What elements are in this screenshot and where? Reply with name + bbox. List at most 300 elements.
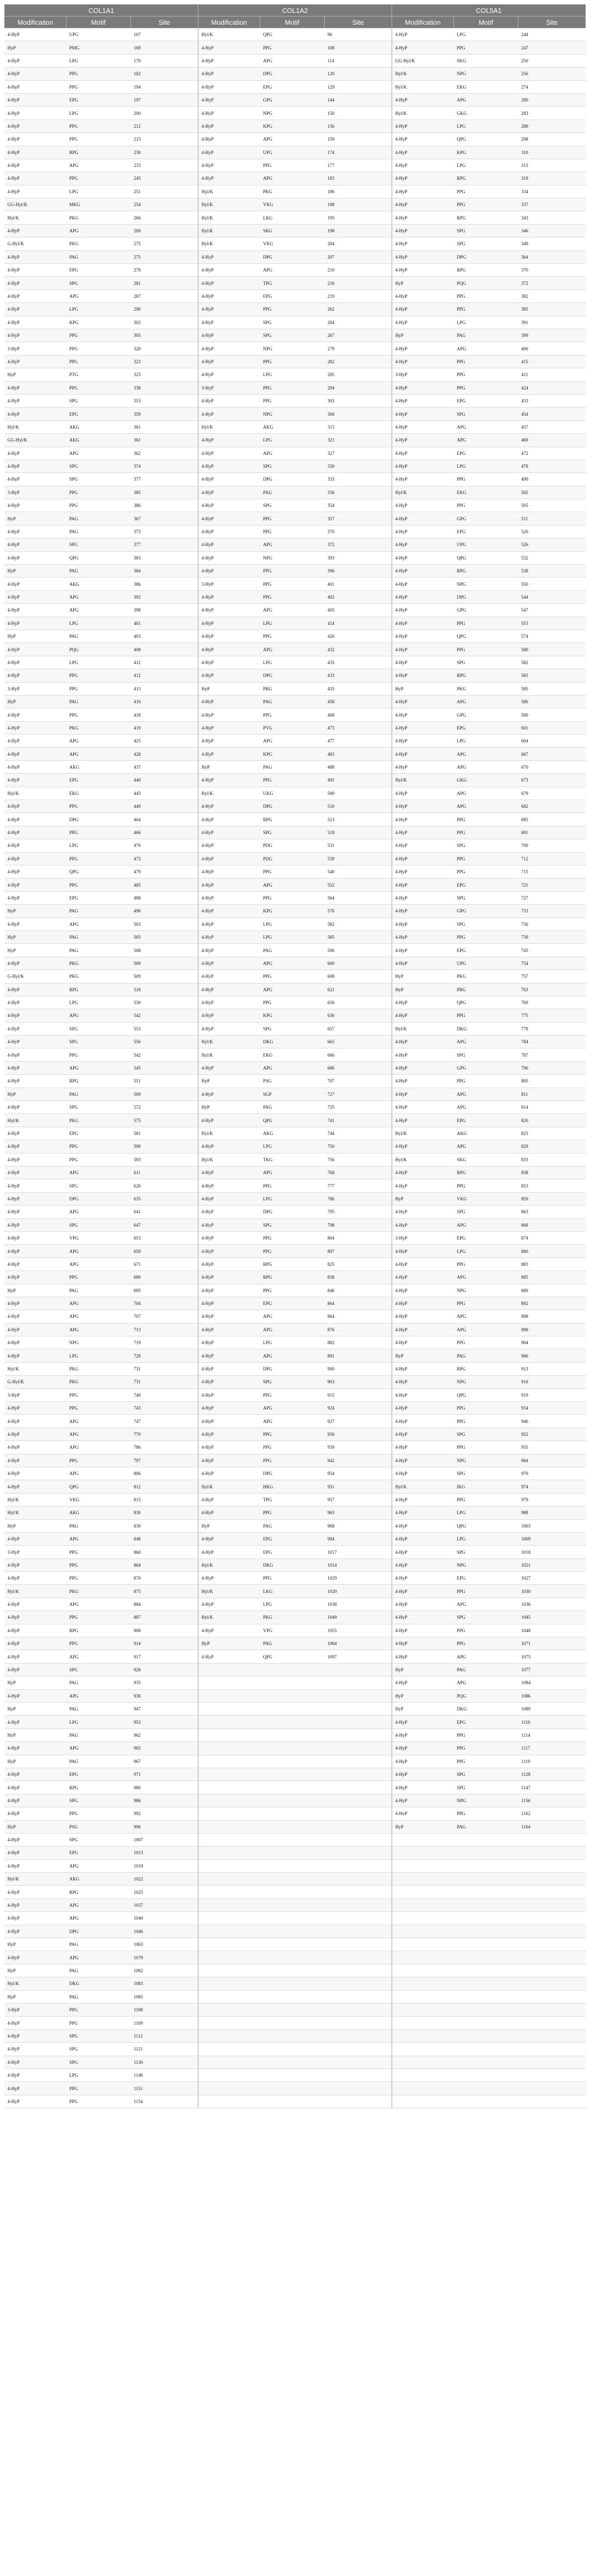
modification-cell: 4-HyP [392, 512, 454, 525]
modification-cell: 4-HyP [198, 342, 260, 355]
modification-cell [392, 1859, 454, 1872]
modification-cell: 4-HyP [5, 408, 66, 420]
table-row [5, 486, 586, 499]
table-row [5, 394, 586, 407]
motif-cell: EPG [66, 408, 131, 420]
site-cell: 1021 [518, 1558, 586, 1571]
motif-cell: PKG [66, 238, 131, 250]
site-cell [518, 1899, 586, 1911]
modification-cell: 4-HyP [5, 1663, 66, 1676]
motif-cell: LPG [66, 996, 131, 1009]
table-row [5, 852, 586, 865]
motif-cell: PPG [66, 381, 131, 394]
site-cell: 926 [131, 1663, 198, 1676]
site-cell: 582 [325, 918, 392, 930]
site-cell: 373 [131, 525, 198, 538]
modification-cell: 4-HyP [392, 551, 454, 564]
site-cell: 552 [325, 878, 392, 891]
modification-cell: 4-HyP [392, 394, 454, 407]
modification-cell: 4-HyP [198, 721, 260, 734]
motif-cell [260, 1990, 325, 2003]
motif-cell: PAG [66, 1755, 131, 1768]
modification-cell: 4-HyP [198, 918, 260, 930]
site-cell: 763 [518, 983, 586, 996]
site-cell: 682 [518, 800, 586, 813]
site-cell: 502 [518, 486, 586, 499]
modification-cell: 4-HyP [392, 290, 454, 302]
modification-cell: 4-HyP [198, 852, 260, 865]
modification-cell: 4-HyP [198, 1493, 260, 1506]
modification-cell: HyP [392, 1703, 454, 1716]
modification-cell: HyP [5, 1676, 66, 1689]
modification-cell: 4-HyP [198, 1218, 260, 1231]
motif-cell: PPG [66, 878, 131, 891]
modification-cell: 4-HyP [5, 590, 66, 603]
modification-cell: 4-HyP [5, 1624, 66, 1637]
site-cell: 814 [518, 1101, 586, 1114]
modification-cell: G-Hyl/K [5, 238, 66, 250]
site-cell [325, 1755, 392, 1768]
site-cell: 709 [518, 839, 586, 852]
modification-cell: HyP [198, 1101, 260, 1114]
modification-cell: 4-HyP [392, 866, 454, 878]
modification-cell [198, 1755, 260, 1768]
modification-cell: 4-HyP [392, 1611, 454, 1624]
modification-cell: 4-HyP [5, 2016, 66, 2029]
table-row [5, 1925, 586, 1938]
table-row [5, 1376, 586, 1388]
site-cell: 952 [518, 1428, 586, 1440]
modification-cell: 4-HyP [392, 198, 454, 211]
modification-cell [198, 1676, 260, 1689]
motif-cell: APG [66, 224, 131, 237]
site-cell: 868 [518, 1218, 586, 1231]
site-cell: 1110 [518, 1716, 586, 1728]
motif-cell: PPG [260, 525, 325, 538]
site-cell: 401 [325, 578, 392, 590]
modification-cell: 4-HyP [198, 1336, 260, 1349]
modification-cell: 4-HyP [5, 1206, 66, 1218]
modification-cell: 4-HyP [198, 146, 260, 159]
motif-cell: PPG [260, 1454, 325, 1467]
motif-cell [454, 1912, 518, 1925]
table-row [5, 512, 586, 525]
motif-cell: PPG [260, 891, 325, 904]
site-cell: 967 [131, 1755, 198, 1768]
site-cell: 955 [518, 1441, 586, 1454]
modification-cell: Hyl/K [198, 787, 260, 800]
motif-cell: PAG [66, 1703, 131, 1716]
motif-cell [260, 1689, 325, 1702]
table-row [5, 2043, 586, 2056]
motif-cell: SPG [66, 394, 131, 407]
modification-cell: 4-HyP [392, 1558, 454, 1571]
modification-cell [198, 1794, 260, 1807]
modification-cell: 4-HyP [392, 1336, 454, 1349]
motif-cell: LKG [260, 211, 325, 224]
table-row [5, 1689, 586, 1702]
site-cell: 971 [131, 1768, 198, 1781]
site-cell: 518 [131, 983, 198, 996]
modification-cell: 4-HyP [5, 1951, 66, 1964]
modification-cell: 4-HyP [198, 1532, 260, 1545]
site-cell: 167 [131, 28, 198, 41]
motif-cell: PPG [66, 1140, 131, 1153]
motif-cell: PAG [260, 760, 325, 773]
site-cell: 806 [131, 1467, 198, 1480]
motif-cell: PMG [66, 41, 131, 54]
modification-cell: 3-HyP [5, 486, 66, 499]
motif-cell [260, 1716, 325, 1728]
site-cell: 786 [325, 1192, 392, 1205]
site-cell: 754 [518, 957, 586, 970]
site-cell [325, 1768, 392, 1781]
motif-cell: LPG [454, 120, 518, 132]
motif-cell: QPG [66, 866, 131, 878]
motif-cell: PPG [454, 381, 518, 394]
modification-cell: 4-HyP [5, 1336, 66, 1349]
table-row [5, 120, 586, 132]
motif-cell: APG [66, 1310, 131, 1323]
modification-cell: 4-HyP [198, 1284, 260, 1297]
table-row [5, 54, 586, 67]
motif-cell: APG [66, 1258, 131, 1270]
motif-cell: NPG [454, 67, 518, 80]
motif-cell: DPG [454, 250, 518, 263]
modification-cell: 4-HyP [392, 695, 454, 708]
site-cell: 590 [131, 1140, 198, 1153]
motif-cell: LPG [66, 54, 131, 67]
table-row [5, 1297, 586, 1310]
site-cell: 715 [518, 866, 586, 878]
modification-cell: 4-HyP [392, 1650, 454, 1663]
modification-cell: 4-HyP [392, 211, 454, 224]
motif-cell: LPG [260, 930, 325, 943]
motif-cell: PPG [454, 473, 518, 486]
site-cell: 412 [131, 669, 198, 682]
site-cell: 553 [518, 617, 586, 630]
motif-cell: PAG [66, 1964, 131, 1977]
motif-cell: PAG [454, 1349, 518, 1362]
site-cell: 934 [518, 1402, 586, 1415]
motif-cell: QPG [454, 1519, 518, 1532]
motif-cell: APG [454, 1088, 518, 1100]
site-cell [325, 1977, 392, 1990]
motif-cell [260, 2029, 325, 2042]
motif-cell: SPG [66, 1663, 131, 1676]
motif-cell: PPG [454, 1258, 518, 1270]
site-cell: 294 [325, 381, 392, 394]
table-row [5, 2016, 586, 2029]
modification-cell: 4-HyP [198, 1114, 260, 1127]
modification-cell: 4-HyP [392, 735, 454, 748]
motif-cell: EPG [66, 1846, 131, 1859]
site-cell: 747 [131, 1415, 198, 1428]
modification-cell: 4-HyP [198, 1061, 260, 1074]
modification-cell: 4-HyP [392, 944, 454, 957]
site-cell: 641 [131, 1206, 198, 1218]
modification-cell: HyP [5, 630, 66, 642]
table-row [5, 590, 586, 603]
site-cell: 216 [325, 277, 392, 290]
motif-cell: APG [66, 1428, 131, 1440]
site-cell: 511 [518, 512, 586, 525]
site-cell: 183 [325, 172, 392, 185]
modification-cell: 4-HyP [392, 1271, 454, 1284]
modification-cell: 4-HyP [198, 473, 260, 486]
site-cell: 883 [518, 1258, 586, 1270]
modification-cell: 4-HyP [5, 1925, 66, 1938]
site-cell: 526 [518, 538, 586, 551]
motif-cell: PPG [66, 708, 131, 721]
site-cell [518, 2043, 586, 2056]
site-cell: 313 [518, 159, 586, 172]
table-row [5, 970, 586, 983]
col-header-motif: Motif [66, 16, 131, 28]
modification-cell: 4-HyP [392, 1114, 454, 1127]
table-row [5, 368, 586, 381]
modification-cell: 4-HyP [5, 329, 66, 342]
site-cell: 1119 [518, 1755, 586, 1768]
motif-cell: PPG [66, 80, 131, 93]
modification-cell [198, 2003, 260, 2016]
table-row [5, 1807, 586, 1820]
site-cell: 679 [518, 787, 586, 800]
motif-cell: PPG [260, 1179, 325, 1192]
site-cell: 477 [325, 735, 392, 748]
table-row [5, 1402, 586, 1415]
motif-cell [260, 1873, 325, 1886]
table-row [5, 1218, 586, 1231]
motif-cell: RPG [454, 565, 518, 578]
motif-cell: PAG [66, 695, 131, 708]
modification-cell: 4-HyP [198, 368, 260, 381]
site-cell: 320 [131, 342, 198, 355]
site-cell: 413 [131, 682, 198, 695]
modification-cell: 4-HyP [392, 617, 454, 630]
motif-cell: PPG [454, 1742, 518, 1755]
table-row [5, 604, 586, 617]
site-cell: 1086 [518, 1689, 586, 1702]
site-cell: 545 [131, 1061, 198, 1074]
site-cell: 1121 [131, 2043, 198, 2056]
modification-cell [198, 1925, 260, 1938]
modification-cell: 4-HyP [5, 1245, 66, 1258]
modification-cell: 4-HyP [392, 1101, 454, 1114]
motif-cell: SPG [454, 891, 518, 904]
modification-cell: 4-HyP [198, 120, 260, 132]
modification-cell: 4-HyP [5, 28, 66, 41]
modification-cell: 4-HyP [5, 499, 66, 512]
motif-cell: APG [66, 1061, 131, 1074]
site-cell: 1071 [518, 1637, 586, 1650]
site-cell: 310 [518, 146, 586, 159]
motif-cell: PPG [66, 1454, 131, 1467]
motif-cell: QPG [454, 133, 518, 146]
modification-cell: 4-HyP [5, 146, 66, 159]
site-cell: 728 [131, 1349, 198, 1362]
table-row [5, 1415, 586, 1428]
modification-cell: 4-HyP [198, 172, 260, 185]
site-cell: 787 [518, 1048, 586, 1061]
modification-cell [392, 1912, 454, 1925]
motif-cell: PPG [454, 185, 518, 198]
motif-cell: KPG [260, 905, 325, 918]
modification-cell: 4-HyP [5, 2029, 66, 2042]
motif-cell: EPG [260, 1532, 325, 1545]
site-cell: 1097 [325, 1650, 392, 1663]
site-cell: 391 [518, 316, 586, 329]
motif-cell: APG [66, 1009, 131, 1022]
motif-cell [260, 2043, 325, 2056]
site-cell: 756 [325, 1153, 392, 1166]
site-cell: 586 [518, 695, 586, 708]
site-cell [518, 2016, 586, 2029]
motif-cell [454, 2069, 518, 2081]
site-cell: 470 [131, 839, 198, 852]
site-cell: 939 [325, 1441, 392, 1454]
site-cell: 653 [131, 1231, 198, 1244]
modification-cell [198, 1742, 260, 1755]
motif-cell: PPG [66, 1153, 131, 1166]
table-row [5, 1454, 586, 1467]
site-cell: 1014 [325, 1558, 392, 1571]
modification-cell: 4-HyP [5, 735, 66, 748]
modification-cell [392, 2082, 454, 2095]
motif-cell: AKG [66, 1506, 131, 1519]
motif-cell: PPG [66, 355, 131, 368]
modification-cell: 4-HyP [198, 695, 260, 708]
modification-cell: 4-HyP [392, 1742, 454, 1755]
motif-cell: AKG [66, 420, 131, 433]
motif-cell: APG [454, 1101, 518, 1114]
site-cell: 585 [518, 682, 586, 695]
site-cell: 596 [325, 944, 392, 957]
table-row [5, 1258, 586, 1270]
site-cell: 120 [325, 67, 392, 80]
table-row [5, 238, 586, 250]
site-cell: 795 [325, 1206, 392, 1218]
motif-cell: PPG [454, 1009, 518, 1022]
modification-cell [392, 1938, 454, 1951]
table-row [5, 1938, 586, 1951]
motif-cell: NPG [260, 342, 325, 355]
motif-cell: PPG [66, 1388, 131, 1401]
col-header-modification: Modification [392, 16, 454, 28]
motif-cell: UKG [260, 787, 325, 800]
motif-cell: LPG [66, 839, 131, 852]
site-cell: 620 [131, 1179, 198, 1192]
table-row [5, 1009, 586, 1022]
site-cell: 915 [325, 1388, 392, 1401]
ptm-table-container [4, 4, 586, 2108]
motif-cell: TPG [260, 277, 325, 290]
modification-cell: 4-HyP [198, 107, 260, 120]
modification-cell: 4-HyP [392, 133, 454, 146]
site-cell: 887 [131, 1611, 198, 1624]
site-cell: 426 [325, 630, 392, 642]
site-cell: 264 [325, 316, 392, 329]
site-cell: 251 [131, 185, 198, 198]
motif-cell: QPG [66, 1480, 131, 1493]
modification-cell [198, 1781, 260, 1794]
motif-cell: PQG [454, 1689, 518, 1702]
site-cell: 657 [325, 1022, 392, 1035]
modification-cell: 4-HyP [198, 813, 260, 826]
table-row [5, 1624, 586, 1637]
group-header-col1a1: COL1A1 [5, 5, 198, 16]
modification-cell [392, 2003, 454, 2016]
motif-cell: IKG [454, 1480, 518, 1493]
site-cell: 797 [131, 1454, 198, 1467]
modification-cell: 4-HyP [198, 1009, 260, 1022]
modification-cell: Hyl/K [198, 238, 260, 250]
motif-cell: PPG [260, 303, 325, 316]
motif-cell: SPG [66, 1101, 131, 1114]
motif-cell: PPG [66, 2082, 131, 2095]
motif-cell: PPG [454, 1493, 518, 1506]
motif-cell: DPG [260, 473, 325, 486]
motif-cell: APG [454, 748, 518, 760]
motif-cell: AKG [260, 420, 325, 433]
motif-cell: SPG [454, 1467, 518, 1480]
motif-cell: NPG [454, 578, 518, 590]
site-cell: 362 [131, 447, 198, 460]
motif-cell: SPG [260, 499, 325, 512]
site-cell: 1017 [325, 1546, 392, 1558]
table-row [5, 80, 586, 93]
table-row [5, 682, 586, 695]
table-row [5, 643, 586, 656]
site-cell: 1164 [518, 1820, 586, 1833]
table-row [5, 316, 586, 329]
modification-cell: 4-HyP [198, 538, 260, 551]
site-cell: 532 [518, 551, 586, 564]
motif-cell: PRG [454, 983, 518, 996]
modification-cell: 4-HyP [198, 93, 260, 106]
motif-cell: PPG [260, 1428, 325, 1440]
site-cell: 334 [518, 185, 586, 198]
site-cell [325, 1912, 392, 1925]
modification-cell: 4-HyP [392, 1061, 454, 1074]
site-cell: 280 [518, 93, 586, 106]
motif-cell: PPG [66, 682, 131, 695]
modification-cell [198, 1912, 260, 1925]
motif-cell: APG [454, 1323, 518, 1336]
motif-cell [260, 1846, 325, 1859]
site-cell: 1079 [131, 1951, 198, 1964]
motif-cell: VKG [454, 1192, 518, 1205]
motif-cell: PPG [260, 630, 325, 642]
site-cell: 1156 [518, 1794, 586, 1807]
site-cell: 1075 [518, 1650, 586, 1663]
modification-cell: 4-HyP [198, 355, 260, 368]
site-cell: 233 [131, 159, 198, 172]
modification-cell: HyP [5, 1519, 66, 1532]
modification-cell: 4-HyP [198, 303, 260, 316]
modification-cell: 4-HyP [5, 1480, 66, 1493]
site-cell [518, 1873, 586, 1886]
modification-cell: 4-HyP [392, 499, 454, 512]
site-cell: 469 [518, 434, 586, 447]
motif-cell: PPG [454, 617, 518, 630]
site-cell: 275 [131, 250, 198, 263]
modification-cell: 4-HyP [198, 1297, 260, 1310]
table-row [5, 420, 586, 433]
motif-cell: EPG [260, 290, 325, 302]
modification-cell: 4-HyP [5, 617, 66, 630]
modification-cell: 4-HyP [5, 983, 66, 996]
